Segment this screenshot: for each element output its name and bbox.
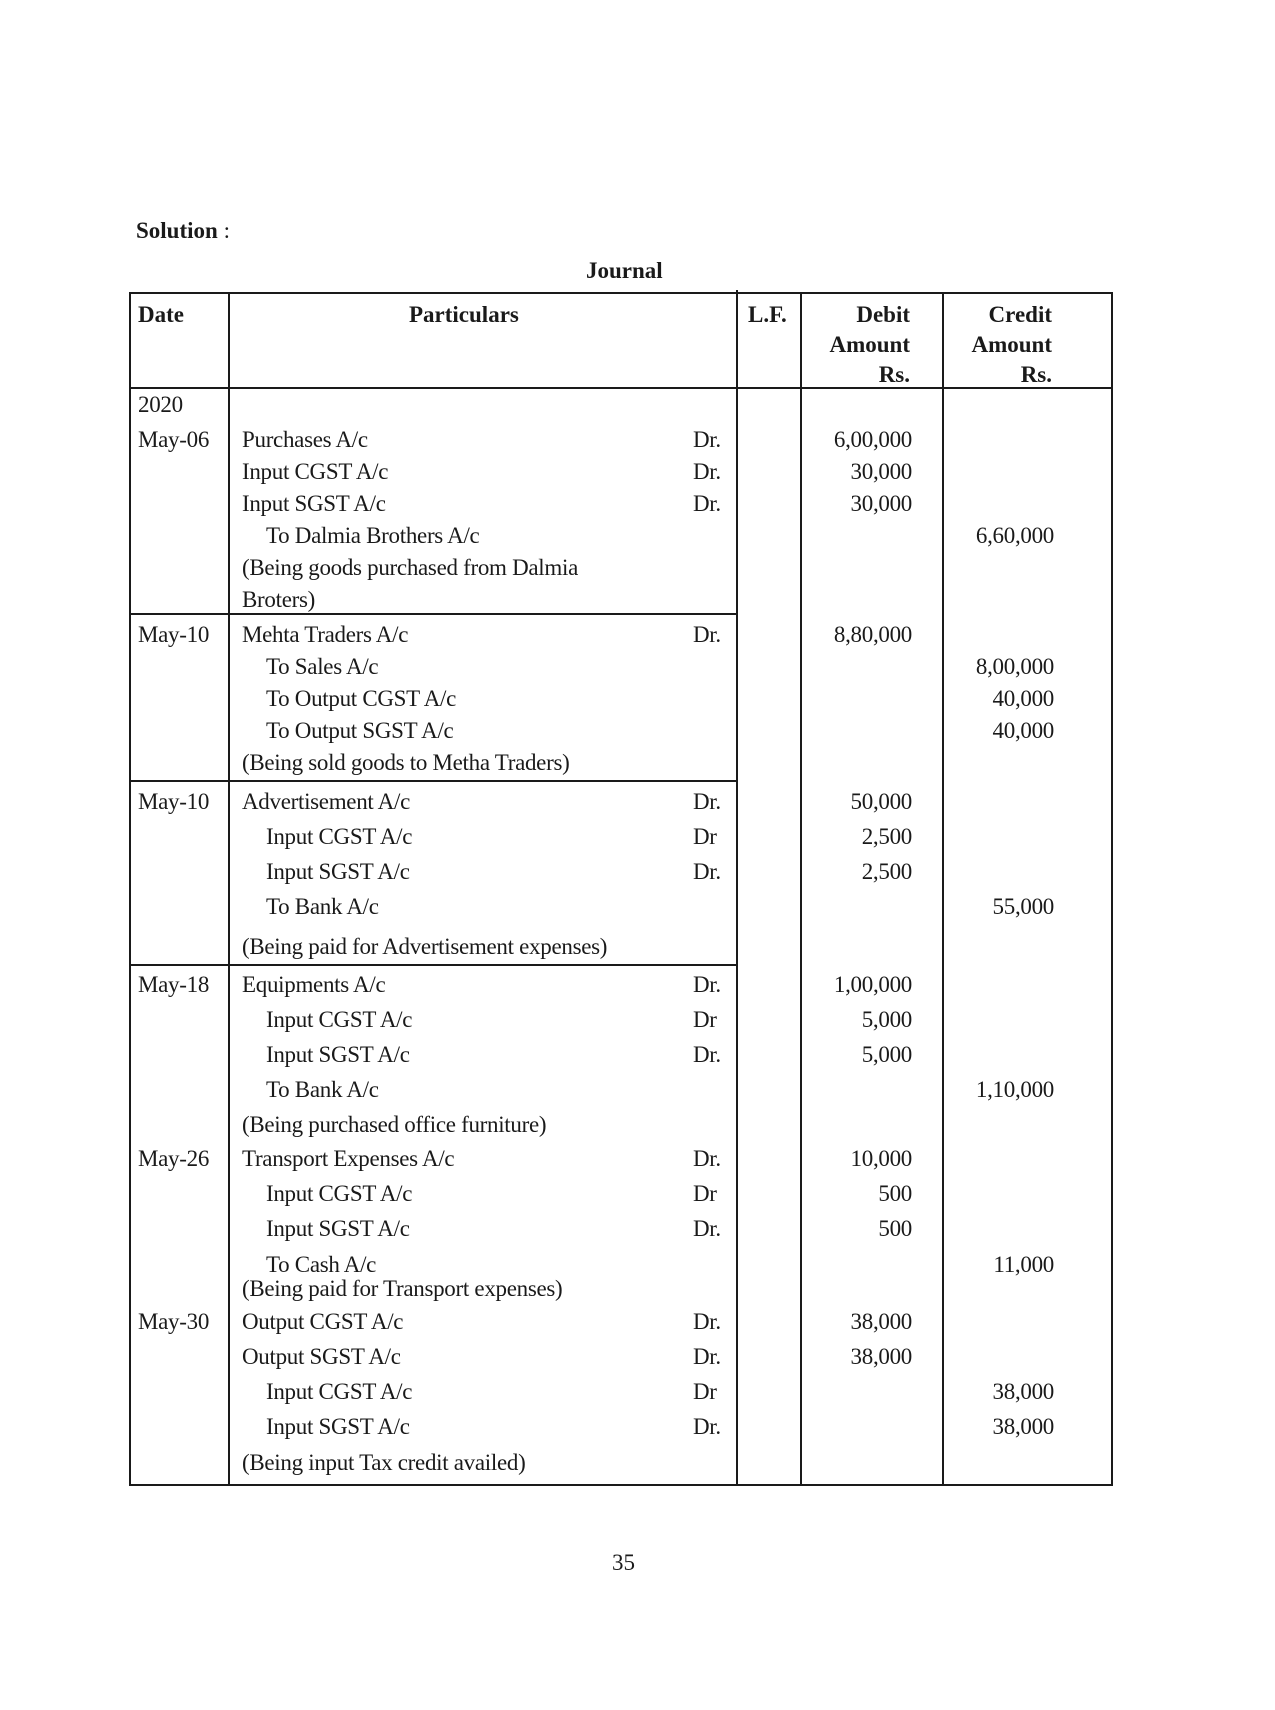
dr-marker: Dr. [693,1216,721,1241]
dr-marker: Dr. [693,859,721,884]
particulars-text: Advertisement A/c [242,789,410,814]
particulars-text: (Being paid for Advertisement expenses) [242,934,608,959]
particulars-text: Input CGST A/c [266,1007,413,1032]
debit-amount: 8,80,000 [833,622,912,647]
dr-marker: Dr [693,824,717,849]
header-lf: L.F. [748,302,787,327]
credit-amount: 38,000 [992,1414,1054,1439]
debit-amount: 500 [878,1181,912,1206]
header-debit-line: Rs. [878,362,910,387]
particulars-text: Input CGST A/c [242,459,389,484]
particulars-text: Input CGST A/c [266,824,413,849]
entry-date: May-30 [138,1309,210,1334]
particulars-text: To Output CGST A/c [266,686,456,711]
credit-amount: 40,000 [992,686,1054,711]
particulars-text: Mehta Traders A/c [242,622,409,647]
journal-title: Journal [586,258,663,283]
dr-marker: Dr. [693,1344,721,1369]
debit-amount: 30,000 [850,491,912,516]
solution-heading: Solution : [136,218,230,243]
particulars-text: Input SGST A/c [266,1414,410,1439]
debit-amount: 38,000 [850,1344,912,1369]
particulars-text: (Being purchased office furniture) [242,1112,547,1137]
dr-marker: Dr. [693,1309,721,1334]
dr-marker: Dr. [693,622,721,647]
dr-marker: Dr. [693,1042,721,1067]
dr-marker: Dr [693,1007,717,1032]
dr-marker: Dr [693,1379,717,1404]
dr-marker: Dr. [693,491,721,516]
header-credit-line: Credit [988,302,1052,327]
dr-marker: Dr. [693,1146,721,1171]
debit-amount: 30,000 [850,459,912,484]
particulars-text: To Output SGST A/c [266,718,454,743]
particulars-text: Input CGST A/c [266,1379,413,1404]
particulars-text: Input SGST A/c [266,859,410,884]
particulars-text: Output CGST A/c [242,1309,404,1334]
entry-divider [129,780,738,782]
header-credit-line: Rs. [1020,362,1052,387]
col-divider-particulars [736,290,738,1486]
year-label: 2020 [138,392,183,417]
particulars-text: (Being input Tax credit availed) [242,1450,526,1475]
entry-divider [129,613,738,615]
particulars-text: (Being sold goods to Metha Traders) [242,750,570,775]
debit-amount: 1,00,000 [833,972,912,997]
particulars-text: Transport Expenses A/c [242,1146,455,1171]
header-debit-line: Amount [829,332,910,357]
particulars-text: Equipments A/c [242,972,386,997]
particulars-text: Input SGST A/c [266,1216,410,1241]
debit-amount: 50,000 [850,789,912,814]
debit-amount: 38,000 [850,1309,912,1334]
entry-date: May-18 [138,972,210,997]
header-particulars: Particulars [409,302,519,327]
entry-date: May-06 [138,427,210,452]
dr-marker: Dr. [693,459,721,484]
debit-amount: 5,000 [861,1007,912,1032]
dr-marker: Dr [693,1181,717,1206]
particulars-text: (Being goods purchased from Dalmia [242,555,578,580]
particulars-text: Input SGST A/c [242,491,386,516]
dr-marker: Dr. [693,427,721,452]
debit-amount: 10,000 [850,1146,912,1171]
header-debit-line: Debit [856,302,910,327]
dr-marker: Dr. [693,972,721,997]
debit-amount: 2,500 [861,859,912,884]
particulars-text: To Dalmia Brothers A/c [266,523,480,548]
entry-date: May-26 [138,1146,210,1171]
credit-amount: 11,000 [993,1252,1054,1277]
header-credit-line: Amount [971,332,1052,357]
particulars-text: To Bank A/c [266,894,379,919]
page-number: 35 [612,1550,635,1575]
particulars-text: To Sales A/c [266,654,379,679]
particulars-text: To Bank A/c [266,1077,379,1102]
particulars-text: (Being paid for Transport expenses) [242,1276,563,1301]
particulars-text: Output SGST A/c [242,1344,401,1369]
credit-amount: 40,000 [992,718,1054,743]
particulars-text: Broters) [242,587,315,612]
credit-amount: 8,00,000 [975,654,1054,679]
col-divider-date [228,292,230,1486]
col-divider-debit [942,292,944,1486]
debit-amount: 6,00,000 [833,427,912,452]
dr-marker: Dr. [693,789,721,814]
credit-amount: 55,000 [992,894,1054,919]
credit-amount: 6,60,000 [975,523,1054,548]
entry-date: May-10 [138,789,210,814]
particulars-text: Input CGST A/c [266,1181,413,1206]
entry-divider [129,964,738,966]
debit-amount: 2,500 [861,824,912,849]
credit-amount: 1,10,000 [975,1077,1054,1102]
entry-date: May-10 [138,622,210,647]
particulars-text: Purchases A/c [242,427,368,452]
debit-amount: 500 [878,1216,912,1241]
dr-marker: Dr. [693,1414,721,1439]
particulars-text: Input SGST A/c [266,1042,410,1067]
header-date: Date [138,302,184,327]
credit-amount: 38,000 [992,1379,1054,1404]
debit-amount: 5,000 [861,1042,912,1067]
particulars-text: To Cash A/c [266,1252,377,1277]
